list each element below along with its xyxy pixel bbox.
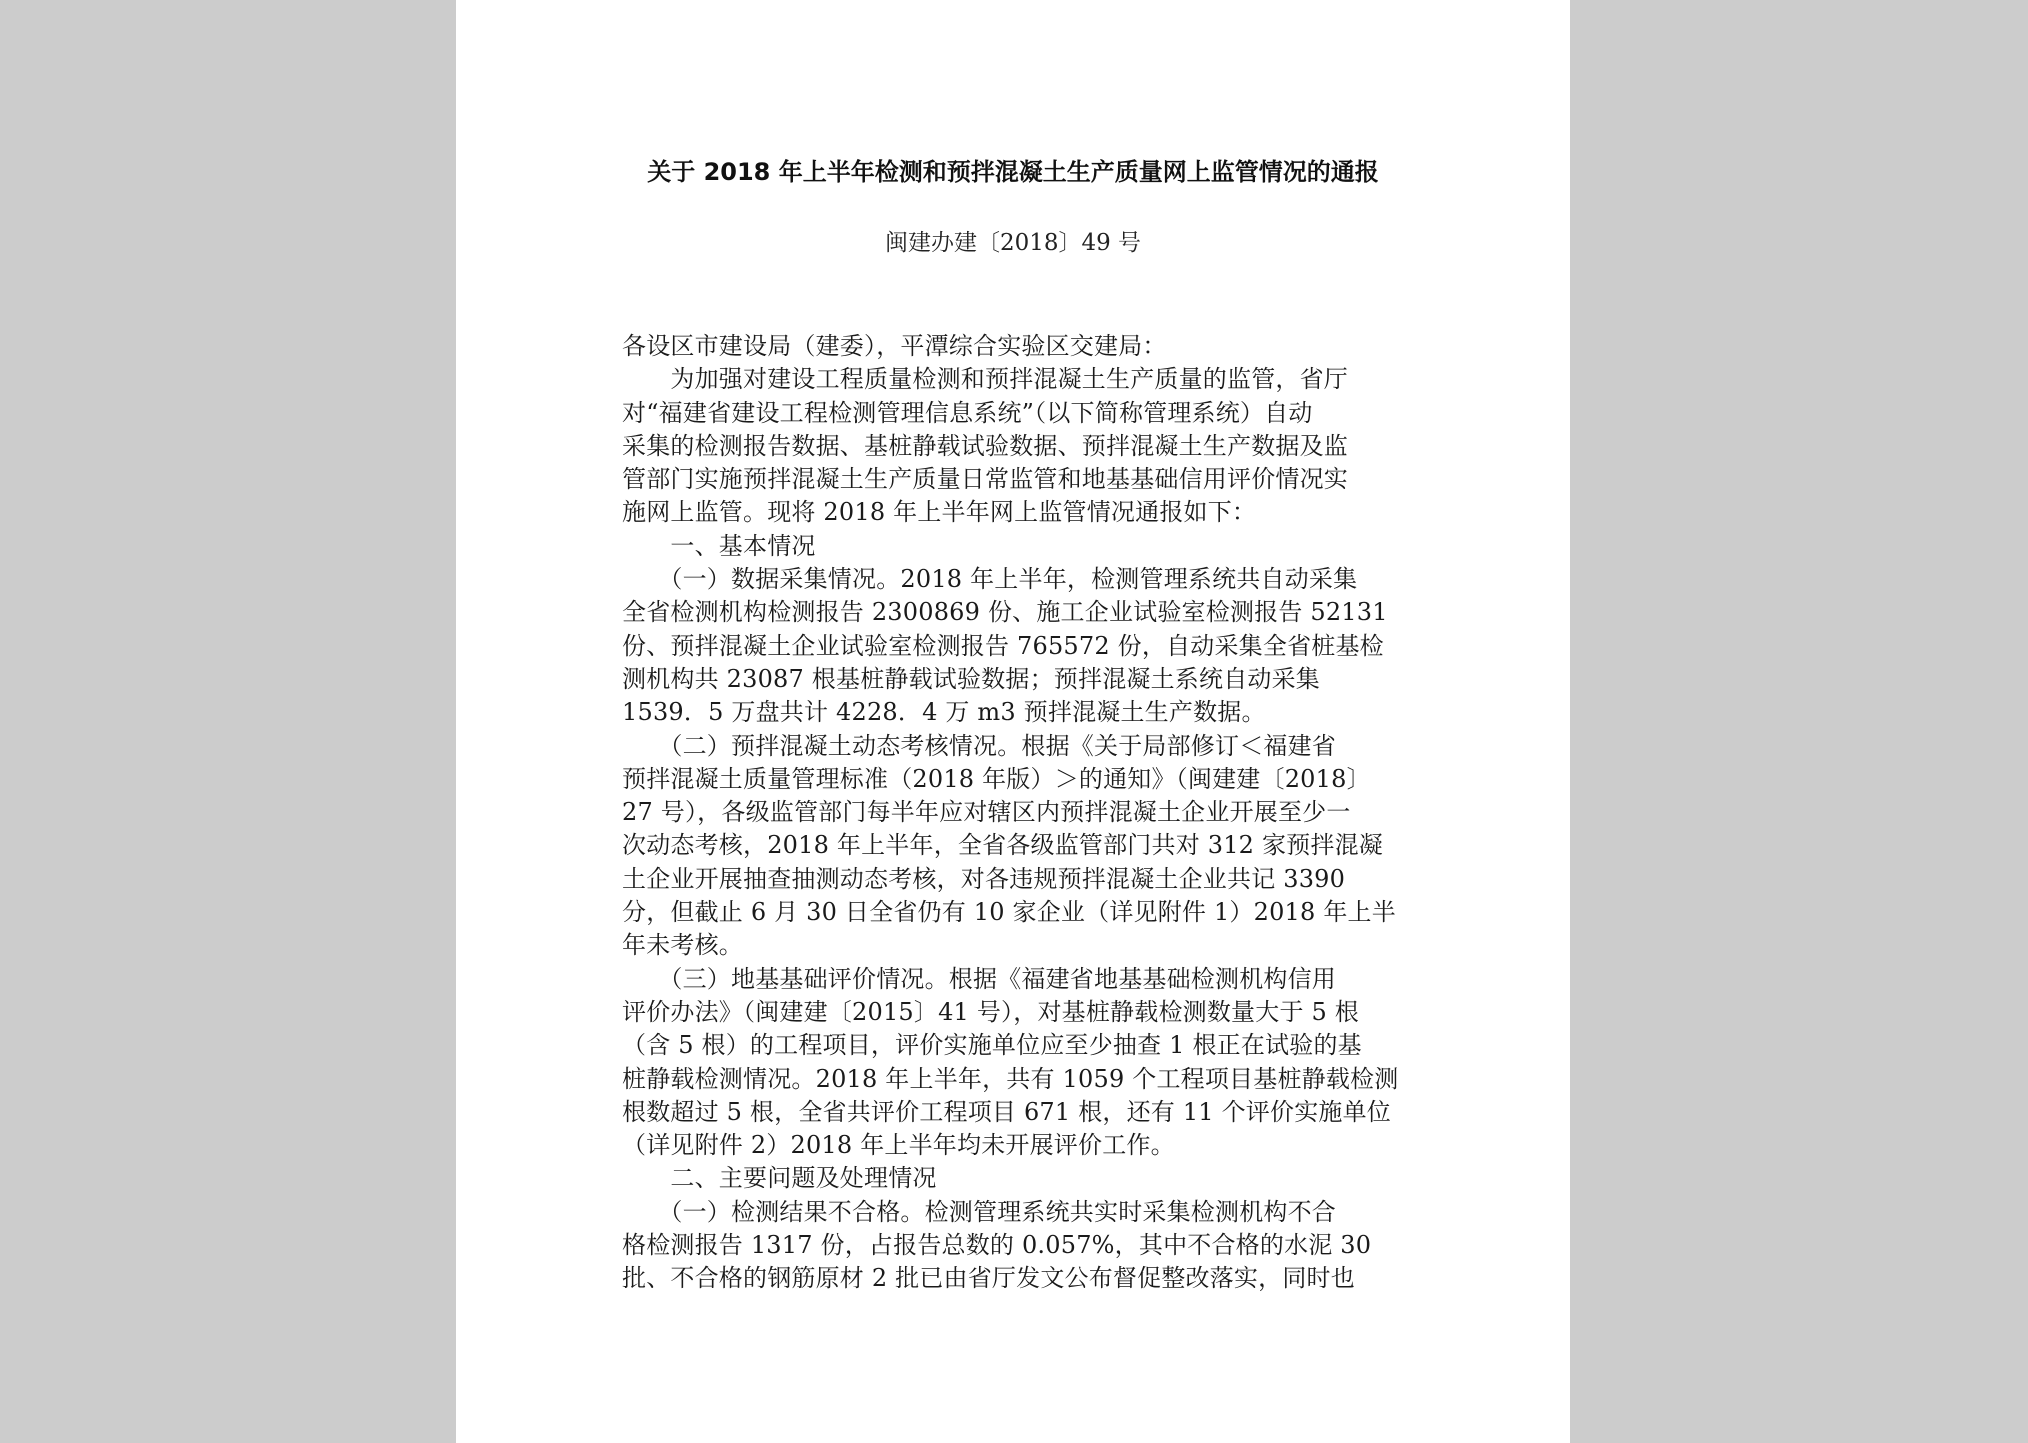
body-line: 土企业开展抽查抽测动态考核，对各违规预拌混凝土企业共记 3390: [622, 864, 1346, 893]
body-line: 全省检测机构检测报告 2300869 份、施工企业试验室检测报告 52131: [622, 598, 1388, 627]
body-line: （详见附件 2）2018 年上半年均未开展评价工作。: [622, 1131, 1175, 1160]
body-line: 管部门实施预拌混凝土生产质量日常监管和地基基础信用评价情况实: [622, 465, 1348, 494]
body-line: 批、不合格的钢筋原材 2 批已由省厅发文公布督促整改落实，同时也: [622, 1264, 1355, 1293]
body-line: 分，但截止 6 月 30 日全省仍有 10 家企业（详见附件 1）2018 年上半: [622, 898, 1396, 927]
body-line: （含 5 根）的工程项目，评价实施单位应至少抽查 1 根正在试验的基: [622, 1031, 1362, 1060]
body-line: 预拌混凝土质量管理标准（2018 年版）＞的通知》（闽建建〔2018〕: [622, 764, 1371, 793]
document-title: 关于 2018 年上半年检测和预拌混凝土生产质量网上监管情况的通报: [647, 158, 1379, 186]
body-line: 格检测报告 1317 份，占报告总数的 0.057%，其中不合格的水泥 30: [622, 1231, 1372, 1260]
document-page: [456, 0, 1570, 1443]
document-number: 闽建办建〔2018〕49 号: [884, 230, 1142, 256]
body-line: 一、基本情况: [622, 531, 816, 560]
body-line: 采集的检测报告数据、基桩静载试验数据、预拌混凝土生产数据及监: [622, 431, 1348, 460]
body-line: 测机构共 23087 根基桩静载试验数据；预拌混凝土系统自动采集: [622, 664, 1321, 693]
body-line: 根数超过 5 根，全省共评价工程项目 671 根，还有 11 个评价实施单位: [622, 1097, 1391, 1126]
body-line: （一）数据采集情况。2018 年上半年，检测管理系统共自动采集: [622, 565, 1358, 594]
body-line: （二）预拌混凝土动态考核情况。根据《关于局部修订＜福建省: [622, 731, 1336, 760]
body-line: 各设区市建设局（建委），平潭综合实验区交建局：: [622, 332, 1167, 360]
body-line: 27 号），各级监管部门每半年应对辖区内预拌混凝土企业开展至少一: [622, 798, 1351, 827]
body-line: （一）检测结果不合格。检测管理系统共实时采集检测机构不合: [622, 1197, 1336, 1226]
body-line: 施网上监管。现将 2018 年上半年网上监管情况通报如下：: [622, 498, 1257, 527]
body-line: 1539．5 万盘共计 4228．4 万 m3 预拌混凝土生产数据。: [622, 698, 1266, 727]
body-line: 为加强对建设工程质量检测和预拌混凝土生产质量的监管，省厅: [622, 365, 1348, 394]
body-line: 评价办法》（闽建建〔2015〕41 号），对基桩静载检测数量大于 5 根: [622, 997, 1359, 1026]
body-line: 次动态考核，2018 年上半年，全省各级监管部门共对 312 家预拌混凝: [622, 831, 1383, 860]
body-line: 年未考核。: [622, 931, 743, 960]
body-line: （三）地基基础评价情况。根据《福建省地基基础检测机构信用: [622, 964, 1336, 993]
body-line: 二、主要问题及处理情况: [622, 1164, 937, 1193]
body-line: 桩静载检测情况。2018 年上半年，共有 1059 个工程项目基桩静载检测: [622, 1064, 1399, 1093]
body-line: 份、预拌混凝土企业试验室检测报告 765572 份，自动采集全省桩基检: [622, 631, 1384, 660]
document-body: [622, 330, 1412, 1296]
body-line: 对“福建省建设工程检测管理信息系统”（以下简称管理系统）自动: [622, 398, 1313, 427]
